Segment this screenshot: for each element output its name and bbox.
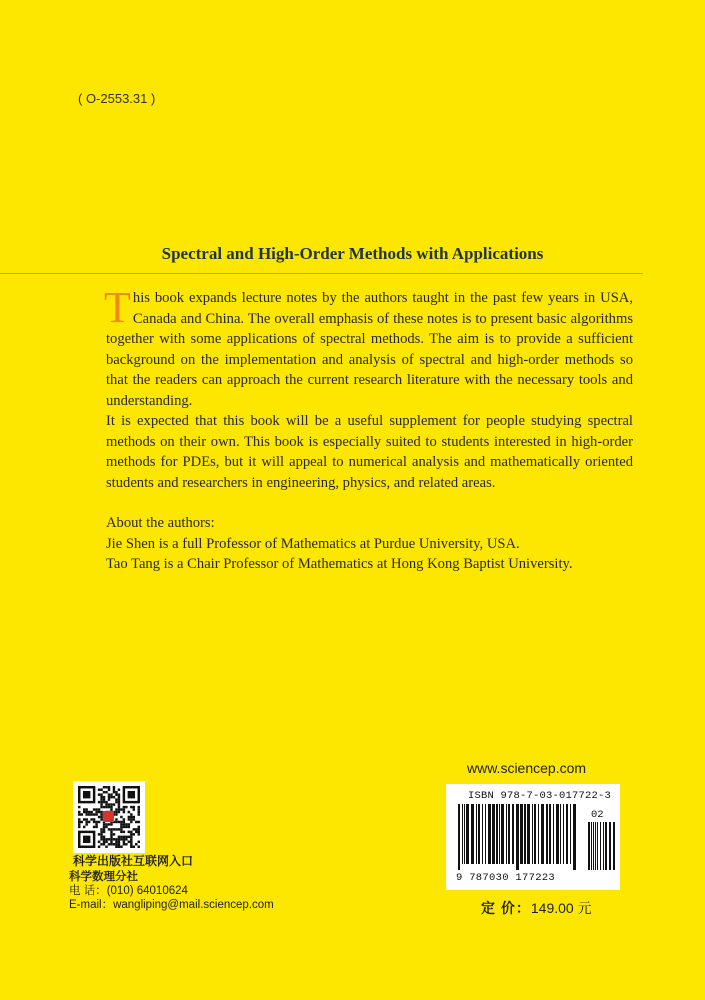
title-rule — [0, 273, 643, 274]
about-heading: About the authors: — [106, 515, 215, 531]
publisher-division: 科学数理分社 — [69, 871, 138, 883]
author-1: Jie Shen is a full Professor of Mathematics at Purdue University, USA. — [106, 535, 520, 552]
paragraph-2: It is expected that this book will be a useful supplement for people studying spectral methods on their own. This book is especially suited to students interested in high-order methods for PDEs, but it will appeal to numerical analysis and mathematically oriented students and researchers in engineering, physics, and related areas. — [106, 413, 633, 491]
author-2: Tao Tang is a Chair Professor of Mathematics at Hong Kong Baptist University. — [106, 556, 573, 572]
publisher-email: E-mail：wangliping@mail.sciencep.com — [69, 899, 274, 911]
barcode-digits: 9 787030 177223 — [456, 872, 556, 884]
website-url: www.sciencep.com — [467, 760, 587, 776]
barcode-bars — [458, 804, 616, 872]
paragraph-1 — [104, 283, 633, 411]
isbn-addon: 02 — [591, 809, 604, 821]
price-value: 149.00 元 — [530, 900, 592, 916]
isbn-text: ISBN 978-7-03-017722-3 — [468, 790, 612, 802]
dropcap: T — [104, 283, 131, 332]
book-title: Spectral and High-Order Methods with Applications — [161, 244, 544, 263]
qr-code[interactable] — [73, 781, 145, 853]
isbn-barcode — [446, 784, 620, 890]
publisher-phone: 电 话：(010) 64010624 — [69, 885, 188, 897]
qr-code-image — [73, 781, 145, 853]
qr-caption: 科学出版社互联网入口 — [73, 854, 194, 868]
price-label: 定 价： — [481, 900, 531, 916]
catalog-number: ( O-2553.31 ) — [78, 91, 156, 106]
paragraph-1-text: his book expands lecture notes by the authors taught in the past few years in USA, Canada and China. The overall emphasis of these notes is to present basic algorithms together with some applications of spectral methods. The aim is to provide a sufficient background on the implementation and analysis of spectral and high-order methods so that the readers can approach the current research literature with the necessary tools and understanding. — [106, 290, 633, 409]
publisher-info — [69, 870, 274, 912]
description-block — [104, 283, 633, 575]
price — [481, 898, 592, 918]
